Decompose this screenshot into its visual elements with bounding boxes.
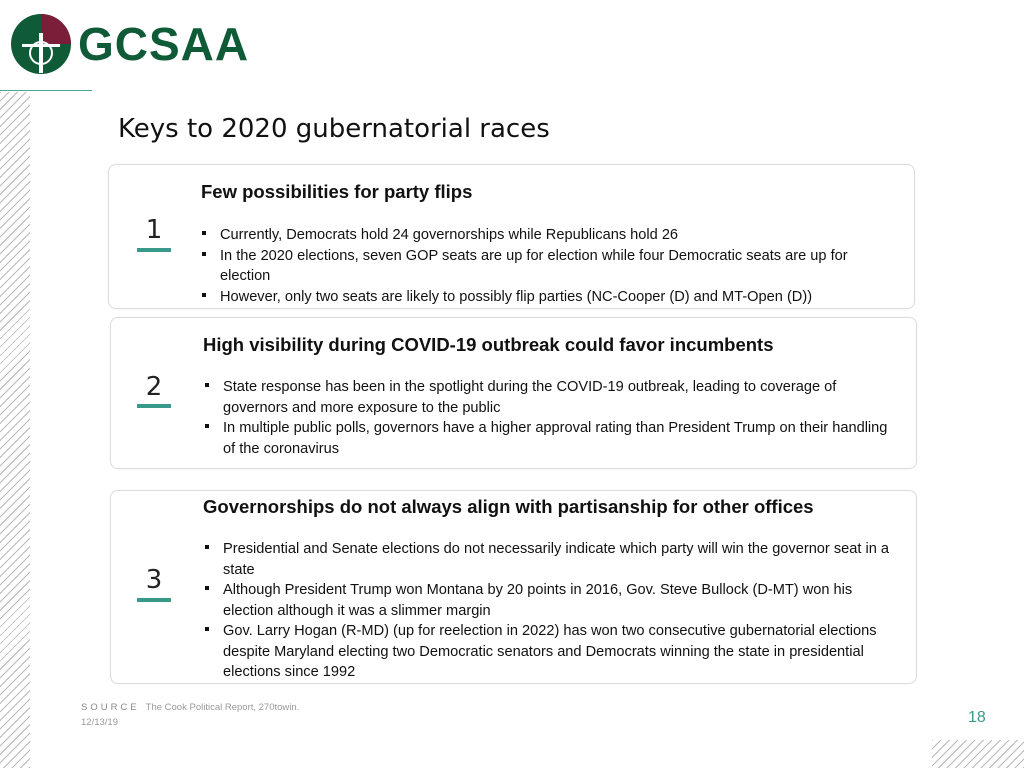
page-title: Keys to 2020 gubernatorial races: [118, 114, 550, 144]
card-1-heading: Few possibilities for party flips: [201, 181, 473, 202]
bullet-item: In multiple public polls, governors have a higher approval rating than President Trump on their handling of the coronavirus: [204, 418, 890, 459]
logo-wordmark: GCSAA: [78, 18, 250, 70]
card-3-heading: Governorships do not always align with partisanship for other offices: [203, 496, 814, 517]
card-2-heading: High visibility during COVID-19 outbreak could favor incumbents: [203, 334, 774, 355]
card-3-bullets: [204, 539, 904, 683]
bullet-item: State response has been in the spotlight during the COVID-19 outbreak, leading to coverage of governors and more exposure to the public: [204, 377, 890, 418]
decorative-hatch-left: [0, 92, 30, 768]
header-divider: [0, 90, 92, 91]
card-2-number-underline: [137, 404, 171, 408]
bullet-item: Gov. Larry Hogan (R-MD) (up for reelection in 2022) has won two consecutive gubernatorial elections despite Maryland electing two Democratic senators and Democrats winning the state in presidential elections since 1992: [204, 621, 904, 683]
decorative-hatch-corner: [932, 740, 1024, 768]
source-label: SOURCE: [81, 702, 140, 713]
bullet-item: Although President Trump won Montana by 20 points in 2016, Gov. Steve Bullock (D-MT) won his election although it was a slimmer margin: [204, 580, 904, 621]
bullet-item: In the 2020 elections, seven GOP seats are up for election while four Democratic seats are up for election: [201, 246, 901, 287]
card-1-number: 1: [145, 215, 163, 245]
source-note: [81, 702, 299, 713]
source-date: 12/13/19: [81, 717, 118, 728]
gcsaa-logo-icon: [10, 13, 72, 75]
card-2-number: 2: [145, 372, 163, 402]
bullet-item: Presidential and Senate elections do not necessarily indicate which party will win the governor seat in a state: [204, 539, 904, 580]
card-3-number-underline: [137, 598, 171, 602]
card-3-number: 3: [145, 565, 163, 595]
card-1-bullets: [201, 225, 901, 307]
card-1-number-underline: [137, 248, 171, 252]
page-number: 18: [968, 709, 986, 726]
bullet-item: However, only two seats are likely to possibly flip parties (NC-Cooper (D) and MT-Open (D)): [201, 287, 901, 308]
card-2-bullets: [204, 377, 890, 459]
bullet-item: Currently, Democrats hold 24 governorships while Republicans hold 26: [201, 225, 901, 246]
source-text: The Cook Political Report, 270towin.: [145, 702, 300, 713]
gcsaa-logo: [10, 12, 249, 76]
